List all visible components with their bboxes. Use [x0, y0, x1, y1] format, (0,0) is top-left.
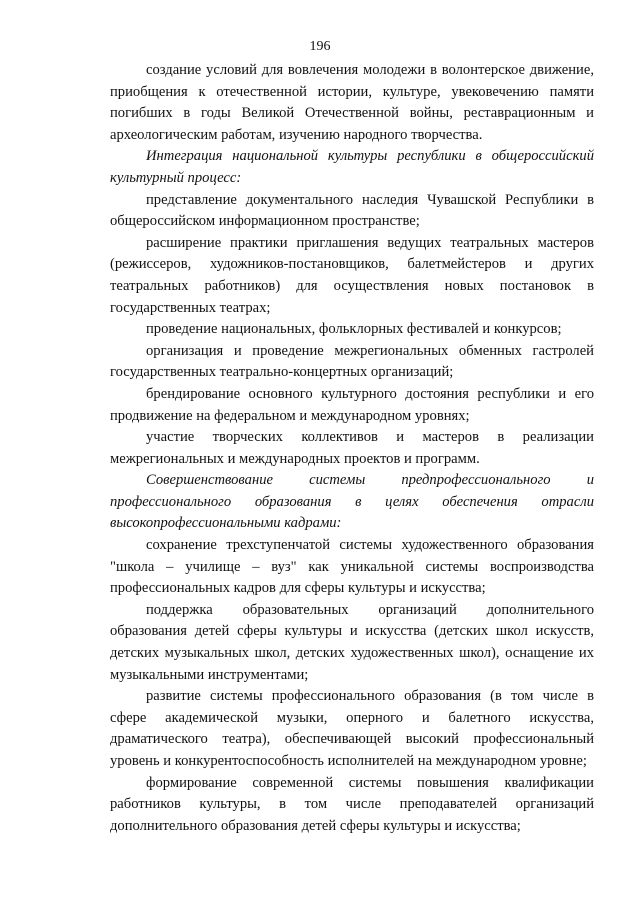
paragraph-tours: организация и проведение межрегиональных обменных гастролей государственных театрально-концертных организаций;: [110, 342, 594, 381]
paragraph-three-level-system: сохранение трехступенчатой системы художественного образования "школа – училище – вуз" как уникальной системы воспроизводства профессиональных кадров для сферы культуры и искусства;: [110, 537, 594, 597]
paragraph-qualification: формирование современной системы повышения квалификации работников культуры, в том числе преподавателей организаций дополнительного образования детей сферы культуры и искусства;: [110, 774, 594, 834]
paragraph-projects: участие творческих коллективов и мастеров в реализации межрегиональных и международных проектов и программ.: [110, 429, 594, 467]
paragraph-branding: брендирование основного культурного достояния республики и его продвижение на федеральном и международном уровнях;: [110, 385, 594, 424]
paragraph-documentary-heritage: представление документального наследия Чувашской Республики в общероссийском информационном пространстве;: [110, 191, 594, 230]
paragraph-festivals: проведение национальных, фольклорных фестивалей и конкурсов;: [146, 321, 562, 338]
heading-education-improvement: Совершенствование системы предпрофессионального и профессионального образования в целях обеспечения отрасли высокопрофессиональными кадрами:: [110, 472, 594, 532]
paragraph-schools-support: поддержка образовательных организаций дополнительного образования детей сферы культуры и искусства (детских школ искусств, детских музыкальных школ, детских художественных школ), оснащение их музыкальными инструментами;: [110, 601, 594, 683]
heading-culture-integration: Интеграция национальной культуры республики в общероссийский культурный процесс:: [110, 148, 594, 186]
paragraph-volunteer-conditions: создание условий для вовлечения молодежи в волонтерское движение, приобщения к отечественной истории, культуре, увековечению памяти погибших в годы Великой Отечественной войны, реставрационным и археологическим работам, изучению народного творчества.: [110, 62, 594, 143]
page-number: 196: [309, 39, 331, 54]
paragraph-theatre-masters: расширение практики приглашения ведущих театральных мастеров (режиссеров, художников-постановщиков, балетмейстеров и других театральных работников) для осуществления новых постановок в государственных театрах;: [110, 234, 594, 316]
paragraph-professional-education: развитие системы профессионального образования (в том числе в сфере академической музыки, оперного и балетного искусства, драматического театра), обеспечивающей высокий профессиональный уровень и конкурентоспособность исполнителей на международном уровне;: [110, 688, 594, 769]
document-body: [110, 60, 594, 837]
